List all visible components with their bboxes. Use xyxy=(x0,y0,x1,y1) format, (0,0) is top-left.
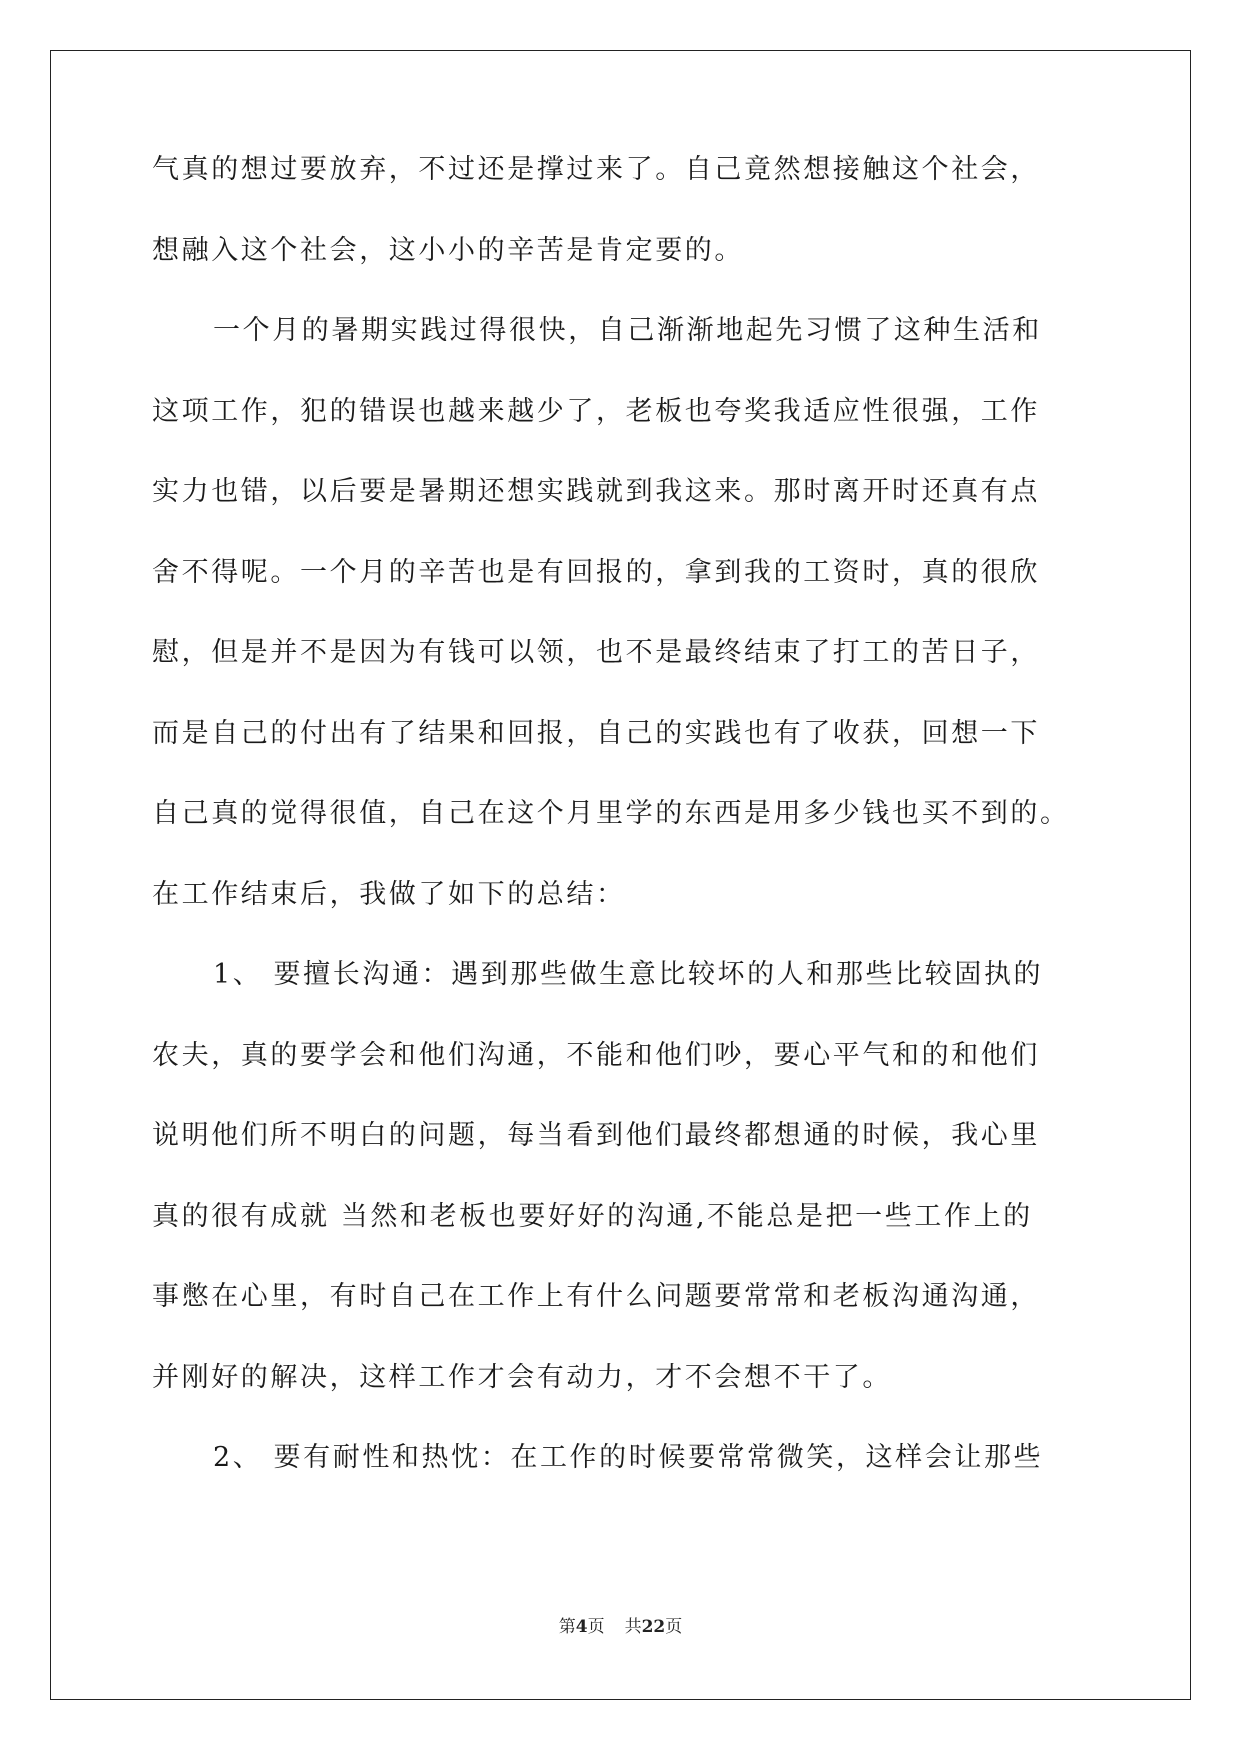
text-line: 事憋在心里，有时自己在工作上有什么问题要常常和老板沟通沟通， xyxy=(152,1281,1040,1312)
text-line: 农夫，真的要学会和他们沟通，不能和他们吵，要心平气和的和他们 xyxy=(152,1039,1040,1071)
total-prefix: 共 xyxy=(624,1617,642,1637)
list-item-1-line: 1、 要擅长沟通：遇到那些做生意比较坏的人和那些比较固执的 xyxy=(213,959,1044,990)
total-suffix: 页 xyxy=(665,1617,683,1637)
text-line: 想融入这个社会，这小小的辛苦是肯定要的。 xyxy=(152,234,744,266)
text-line: 慰，但是并不是因为有钱可以领，也不是最终结束了打工的苦日子， xyxy=(152,637,1040,668)
text-line: 真的很有成就 当然和老板也要好好的沟通,不能总是把一些工作上的 xyxy=(152,1200,1033,1232)
text-line: 实力也错，以后要是暑期还想实践就到我这来。那时离开时还真有点 xyxy=(152,476,1040,507)
paragraph-start-line: 一个月的暑期实践过得很快，自己渐渐地起先习惯了这种生活和 xyxy=(213,315,1042,346)
text-line: 而是自己的付出有了结果和回报，自己的实践也有了收获，回想一下 xyxy=(152,717,1040,749)
text-line: 在工作结束后，我做了如下的总结： xyxy=(152,878,626,910)
page-footer xyxy=(0,1612,1241,1637)
text-line: 气真的想过要放弃，不过还是撑过来了。自己竟然想接触这个社会， xyxy=(152,154,1040,185)
total-page-count: 22 xyxy=(641,1617,666,1637)
text-line: 并刚好的解决，这样工作才会有动力，才不会想不干了。 xyxy=(152,1361,892,1393)
page-prefix: 第 xyxy=(558,1617,576,1637)
text-line: 舍不得呢。一个月的辛苦也是有回报的，拿到我的工资时，真的很欣 xyxy=(152,556,1040,588)
list-item-2-line: 2、 要有耐性和热忱：在工作的时候要常常微笑，这样会让那些 xyxy=(213,1442,1044,1473)
page-suffix: 页 xyxy=(587,1617,605,1637)
text-line: 这项工作，犯的错误也越来越少了，老板也夸奖我适应性很强，工作 xyxy=(152,395,1040,427)
document-body xyxy=(152,154,1092,1499)
current-page-number: 4 xyxy=(575,1617,588,1637)
text-line: 自己真的觉得很值，自己在这个月里学的东西是用多少钱也买不到的。 xyxy=(152,798,1070,829)
text-line: 说明他们所不明白的问题，每当看到他们最终都想通的时候，我心里 xyxy=(152,1120,1040,1151)
